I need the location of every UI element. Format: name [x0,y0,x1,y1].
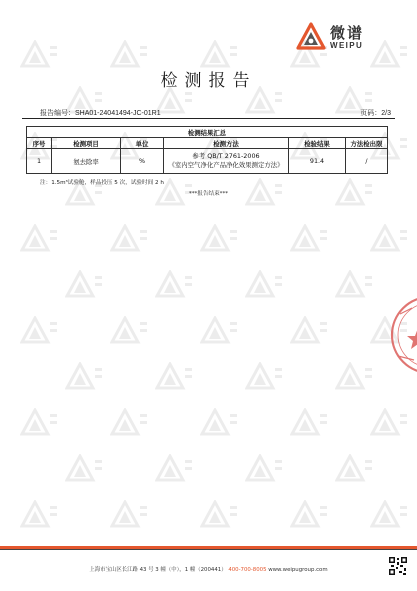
watermark-logo-icon [65,454,103,484]
watermark-logo-icon [290,500,328,530]
header-item: 检测项目 [52,138,121,149]
cell-unit: % [121,149,164,174]
watermark-logo-icon [155,362,193,392]
header-no: 序号 [27,138,52,149]
watermark-logo-icon [245,362,283,392]
report-number: 报告编号：SHA01-24041494-JC-01R1 [40,110,161,117]
watermark-logo-icon [335,362,373,392]
logo-name-cn: 微谱 [330,24,365,42]
watermark-logo-icon [200,408,238,438]
footer-address: 上海市宝山区长江路 43 号 3 幢（中），1 幢（200441） [89,567,227,573]
watermark-logo-icon [335,454,373,484]
watermark-logo-icon [370,408,408,438]
watermark-logo-icon [110,224,148,254]
watermark-logo-icon [110,408,148,438]
watermark-logo-icon [65,270,103,300]
header-method: 检测方法 [164,138,289,149]
watermark-logo-icon [65,362,103,392]
footer-contact [0,565,417,573]
watermark-logo-icon [20,316,58,346]
watermark-logo-icon [290,224,328,254]
footer-phone: 400-700-8005 [228,567,267,573]
report-end-marker: ***报告结束*** [188,191,229,197]
header-result: 检验结果 [289,138,346,149]
cell-limit: / [346,149,388,174]
watermark-logo-icon [200,224,238,254]
weipu-logo-icon [296,22,326,52]
footer-divider [0,549,417,550]
watermark-logo-icon [370,500,408,530]
qr-code-icon [388,556,408,576]
watermark-logo-icon [155,270,193,300]
table-caption: 检测结果汇总 [27,127,388,138]
report-title: 检测报告 [160,71,257,91]
header-unit: 单位 [121,138,164,149]
watermark-logo-icon [110,500,148,530]
cell-item: 氨去除率 [52,149,121,174]
cell-result: 91.4 [289,149,346,174]
watermark-logo-icon [245,270,283,300]
method-name: 《室内空气净化产品净化效果测定方法》 [168,161,284,169]
header-limit: 方法检出限 [346,138,388,149]
results-table [26,126,388,174]
watermark-logo-icon [245,454,283,484]
watermark-logo-icon [110,316,148,346]
cell-no: 1 [27,149,52,174]
watermark-logo-icon [200,316,238,346]
watermark-logo-icon [20,408,58,438]
footer-website: www.weipugroup.com [268,567,328,573]
logo-name-en: WEIPU [330,41,364,50]
method-standard: 参考 QB/T 2761-2006 [192,152,260,160]
cell-method [164,149,289,174]
watermark-logo-icon [290,408,328,438]
watermark-logo-icon [200,500,238,530]
watermark-logo-icon [155,454,193,484]
watermark-logo-icon [335,270,373,300]
test-note: 注：1.5m³试验舱，样品投压 5 次，试验时间 2 h [40,180,164,186]
table-row [27,149,388,174]
watermark-logo-icon [20,224,58,254]
header-divider [22,118,395,119]
watermark-logo-icon [290,316,328,346]
official-seal-stamp [388,290,417,380]
table-header-row [27,138,388,149]
company-logo [296,22,396,52]
page-number: 页码：2/3 [360,110,391,117]
watermark-logo-icon [20,500,58,530]
watermark-logo-icon [370,224,408,254]
